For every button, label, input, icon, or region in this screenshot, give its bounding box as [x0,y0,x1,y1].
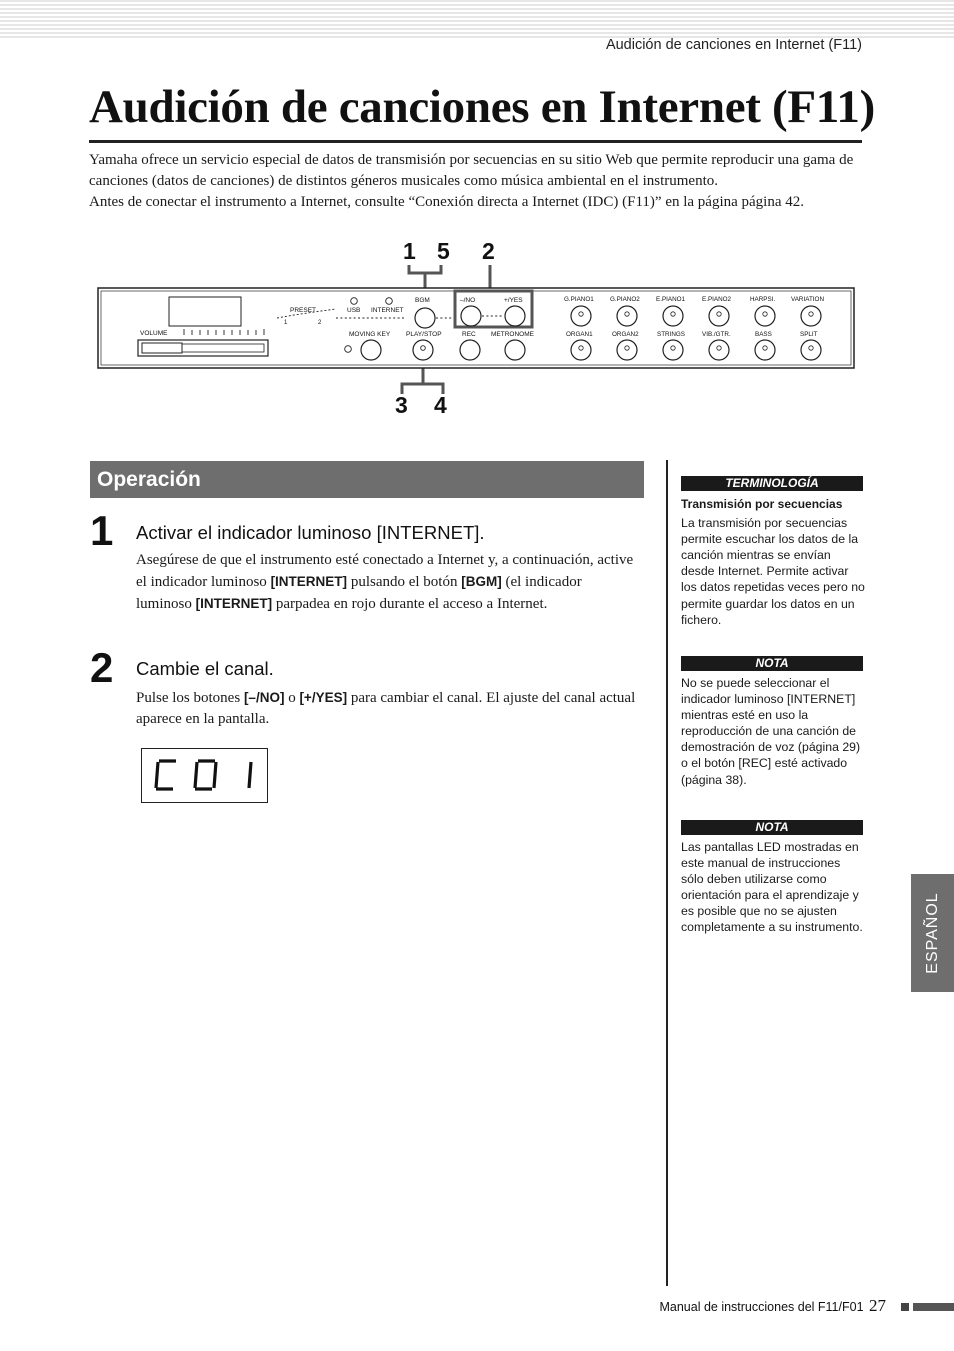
note-2-text: Las pantallas LED mostradas en este manual de instrucciones sólo deben utilizarse como orientación para el aprendizaje y es posible que no se ajusten completamente a su instrumento. [681,840,863,935]
metronome-label: METRONOME [491,331,534,338]
preset-mark-1: 1 [284,320,288,326]
section-title: Operación [90,461,644,498]
header-band [0,0,954,40]
voice-label-epiano1: E.PIANO1 [656,296,686,303]
terminology-box [681,496,865,628]
intro-paragraph-1: Yamaha ofrece un servicio especial de datos de transmisión por secuencias en su sitio Web que permite reproducir una gama de canciones (datos de canciones) de distintos géneros musicales como música ambiental en el instrumento. [89,152,854,189]
internet-lamp [386,298,393,305]
step-1-body: Asegúrese de que el instrumento esté conectado a Internet y, a continuación, active el indicador luminoso [INTERNET] pulsando el botón [BGM] (el indicador luminoso [INTERNET] parpadea en rojo durante el acceso a Internet. [136,552,634,612]
no-label: –/NO [460,297,476,304]
column-divider [666,460,668,1286]
usb-lamp [351,298,358,305]
voice-label-bass: BASS [755,331,772,338]
bgm-button[interactable] [415,308,435,328]
rec-button[interactable] [460,340,480,360]
note-1-text: No se puede seleccionar el indicador luminoso [INTERNET] mientras esté en uso la reproducción de una canción de demostración de voz (página 29) o el botón [REC] esté activado (página 38). [681,676,861,787]
bgm-label: BGM [415,297,430,304]
step-1-title: Activar el indicador luminoso [INTERNET]. [136,522,485,543]
step-2-body: Pulse los botones [–/NO] o [+/YES] para cambiar el canal. El ajuste del canal actual aparece en la pantalla. [136,690,636,727]
voice-label-gpiano2: G.PIANO2 [610,296,640,303]
rec-label: REC [462,331,476,338]
note-1-box [681,675,865,788]
volume-slider-knob[interactable] [142,343,182,353]
step-1-number: 1 [90,507,114,554]
callout-1: 1 [403,238,416,264]
voice-label-gpiano1: G.PIANO1 [564,296,594,303]
page-footer [659,1296,886,1316]
language-tab [911,874,954,992]
no-button[interactable] [461,306,481,326]
note-1-label: NOTA [681,656,863,671]
voice-label-variation: VARIATION [791,296,825,303]
voice-label-organ1: ORGAN1 [566,331,593,338]
callout-4: 4 [434,392,447,418]
step-2-number: 2 [90,644,114,691]
voice-label-split: SPLIT [800,331,818,338]
page-title: Audición de canciones en Internet (F11) [89,81,875,133]
callout-3: 3 [395,392,408,418]
yes-button[interactable] [505,306,525,326]
note-2-label: NOTA [681,820,863,835]
preset-label: PRESET [290,307,317,314]
panel-display [169,297,241,326]
metronome-button[interactable] [505,340,525,360]
footer-manual-title: Manual de instrucciones del F11/F01 [659,1300,864,1314]
moving-key-lamp [345,346,352,353]
yes-label: +/YES [504,297,523,304]
intro-paragraph-2: Antes de conectar el instrumento a Internet, consulte “Conexión directa a Internet (IDC) (F11)” en la página página 42. [89,194,805,210]
voice-label-organ2: ORGAN2 [612,331,639,338]
terminology-text: La transmisión por secuencias permite escuchar los datos de la canción mientras se envían desde Internet. Permite activar los datos repetidas veces pero no permite guardar los datos en un fichero. [681,516,865,627]
control-panel-diagram [96,232,858,422]
preset-mark-2: 2 [318,320,322,326]
voice-label-vib-gtr: VIB./GTR. [702,331,731,338]
page-number: 27 [869,1296,886,1315]
note-2-box [681,839,865,936]
moving-key-button[interactable] [361,340,381,360]
play-stop-label: PLAY/STOP [406,331,442,338]
step-2-title: Cambie el canal. [136,658,274,679]
footer-bar-mark [913,1303,954,1311]
language-tab-label: ESPAÑOL [923,892,941,974]
callout-2: 2 [482,238,495,264]
running-header: Audición de canciones en Internet (F11) [605,37,862,53]
voice-label-harpsi: HARPSI. [750,296,776,303]
terminology-label: TERMINOLOGÍA [681,476,863,491]
internet-label: INTERNET [371,307,404,314]
volume-label: VOLUME [140,330,168,337]
usb-label: USB [347,307,361,314]
led-display-text: C01 [142,729,144,730]
led-digits [156,761,251,789]
callout-5: 5 [437,238,450,264]
voice-label-strings: STRINGS [657,331,685,338]
footer-square-mark [901,1303,909,1311]
moving-key-label: MOVING KEY [349,331,391,338]
play-stop-lamp [421,346,426,351]
title-rule [89,140,862,143]
intro-text [89,150,864,213]
terminology-term: Transmisión por secuencias [681,497,843,511]
led-display [141,729,268,803]
voice-label-epiano2: E.PIANO2 [702,296,732,303]
